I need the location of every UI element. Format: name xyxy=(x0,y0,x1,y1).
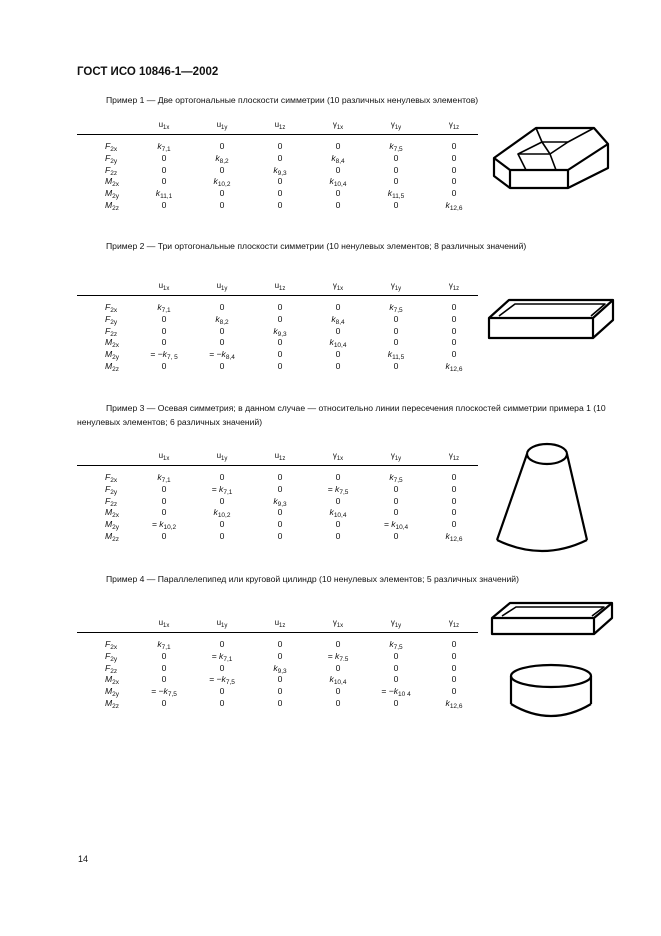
column-symbol: γ xyxy=(448,618,453,627)
column-header xyxy=(193,119,251,135)
table-row xyxy=(77,651,478,663)
column-header xyxy=(425,450,483,466)
table-cell: 0 xyxy=(335,349,341,360)
table-cell: $k_{7,1}$ xyxy=(157,472,171,484)
table-cell: 0 xyxy=(219,495,225,506)
table-row xyxy=(77,639,478,651)
table-cell: 0 xyxy=(335,325,341,336)
table-cell: 0 xyxy=(451,650,457,661)
table-cell: 0 xyxy=(277,176,283,187)
row-label: $M_{2z}$ xyxy=(105,199,120,212)
table-row xyxy=(77,141,478,153)
table-cell: 0 xyxy=(219,141,225,151)
column-header xyxy=(367,280,425,296)
table-cell: 0 xyxy=(161,483,167,494)
column-symbol: u xyxy=(274,451,280,460)
table-cell: $k_{7,5}$ xyxy=(389,639,403,651)
column-header xyxy=(367,450,425,466)
column-symbol: γ xyxy=(332,120,337,129)
table-cell: $k_{9,3}$ xyxy=(273,164,287,177)
table-cell: = $k_{10,2}$ xyxy=(151,519,177,532)
table-cell: $k_{10,4}$ xyxy=(329,337,347,350)
column-subscript: 1z xyxy=(452,456,460,462)
table-row xyxy=(77,472,478,484)
table-cell: 0 xyxy=(451,472,457,482)
table-cell: 0 xyxy=(219,686,225,697)
table-cell: 0 xyxy=(451,349,457,360)
column-header xyxy=(309,280,367,296)
table-cell: 0 xyxy=(219,697,225,708)
row-label: $F_{2x}$ xyxy=(105,472,118,484)
row-label: $F_{2x}$ xyxy=(105,639,118,651)
table-row xyxy=(77,361,478,373)
column-symbol: γ xyxy=(332,618,337,627)
table-row xyxy=(77,314,478,326)
table-cell: = $k_{7.5}$ xyxy=(327,650,349,663)
column-header xyxy=(251,280,309,296)
column-symbol: u xyxy=(274,281,280,290)
row-label: $F_{2y}$ xyxy=(105,313,118,326)
table-cell: = $k_{7,1}$ xyxy=(211,483,233,496)
table-cell: 0 xyxy=(335,686,341,697)
table-cell: 0 xyxy=(335,141,341,151)
column-subscript: 1z xyxy=(452,286,460,292)
table-cell: 0 xyxy=(393,164,399,175)
table-cell: 0 xyxy=(277,152,283,163)
table-cell: 0 xyxy=(393,325,399,336)
example-3-table xyxy=(77,445,478,543)
table-cell: 0 xyxy=(161,325,167,336)
table-row xyxy=(77,519,478,531)
column-symbol: γ xyxy=(390,618,395,627)
table-row xyxy=(77,674,478,686)
table-cell: 0 xyxy=(393,152,399,163)
table-cell: 0 xyxy=(277,674,283,685)
table-cell: $k_{11,1}$ xyxy=(155,188,173,201)
table-row xyxy=(77,531,478,543)
table-cell: 0 xyxy=(161,530,167,541)
column-header xyxy=(425,280,483,296)
row-label: $F_{2z}$ xyxy=(105,495,118,508)
table-cell: 0 xyxy=(161,674,167,685)
table-header-row xyxy=(77,114,478,135)
table-row xyxy=(77,484,478,496)
table-cell: 0 xyxy=(335,495,341,506)
table-cell: $k_{12,6}$ xyxy=(445,530,463,543)
example-4-caption: Пример 4 — Параллелепипед или круговой цилиндр (10 ненулевых элементов; 5 различных значений) xyxy=(106,574,519,584)
table-cell: 0 xyxy=(393,530,399,541)
row-label: $F_{2y}$ xyxy=(105,152,118,165)
example-1-caption: Пример 1 — Две ортогональные плоскости симметрии (10 различных ненулевых элементов) xyxy=(106,95,479,105)
column-subscript: 1y xyxy=(221,456,228,462)
example-1-table xyxy=(77,114,478,212)
table-cell: $k_{8,2}$ xyxy=(215,152,229,165)
table-cell: 0 xyxy=(277,188,283,199)
column-header xyxy=(135,280,193,296)
table-cell: 0 xyxy=(393,360,399,371)
table-cell: 0 xyxy=(219,360,225,371)
table-cell: 0 xyxy=(393,507,399,518)
column-subscript: 1y xyxy=(394,286,402,292)
table-cell: $k_{9,3}$ xyxy=(273,325,287,338)
column-subscript: 1y xyxy=(221,286,228,292)
table-cell: $k_{7,1}$ xyxy=(157,302,171,314)
column-subscript: 1x xyxy=(336,286,344,292)
table-cell: 0 xyxy=(161,199,167,210)
table-cell: 0 xyxy=(451,152,457,163)
column-symbol: u xyxy=(158,618,164,627)
table-cell: 0 xyxy=(161,164,167,175)
column-symbol: u xyxy=(216,451,222,460)
column-subscript: 1z xyxy=(279,623,286,629)
column-symbol: γ xyxy=(390,120,395,129)
table-cell: 0 xyxy=(393,337,399,348)
column-header xyxy=(193,450,251,466)
table-cell: 0 xyxy=(277,337,283,348)
table-cell: 0 xyxy=(277,650,283,661)
example-4-table xyxy=(77,612,478,710)
table-cell: = $k_{10,4}$ xyxy=(383,519,409,532)
table-row xyxy=(77,663,478,675)
column-header xyxy=(135,450,193,466)
row-label: $F_{2y}$ xyxy=(105,483,118,496)
column-subscript: 1y xyxy=(394,456,402,462)
table-cell: $k_{9,3}$ xyxy=(273,495,287,508)
column-symbol: u xyxy=(158,120,164,129)
column-symbol: γ xyxy=(390,281,395,290)
row-label: $M_{2y}$ xyxy=(105,349,120,362)
table-cell: 0 xyxy=(335,472,341,482)
table-cell: 0 xyxy=(277,483,283,494)
row-label: $M_{2z}$ xyxy=(105,360,120,373)
example-3-caption: Пример 3 — Осевая симметрия; в данном случае — относительно линии пересечения плоскостей симметрии примера 1 (10 ненулевых элементов; 6 различных значений) xyxy=(77,403,606,427)
row-label: $F_{2y}$ xyxy=(105,650,118,663)
column-header xyxy=(135,617,193,633)
column-subscript: 1x xyxy=(163,456,170,462)
column-symbol: u xyxy=(158,281,164,290)
table-cell: 0 xyxy=(451,141,457,151)
row-label: $M_{2y}$ xyxy=(105,188,120,201)
row-label: $M_{2x}$ xyxy=(105,337,120,350)
table-row xyxy=(77,326,478,338)
column-symbol: γ xyxy=(448,451,453,460)
table-cell: 0 xyxy=(451,188,457,199)
table-cell: 0 xyxy=(335,164,341,175)
table-row xyxy=(77,165,478,177)
row-label: $M_{2y}$ xyxy=(105,686,120,699)
table-cell: 0 xyxy=(161,650,167,661)
column-subscript: 1x xyxy=(336,623,344,629)
table-cell: 0 xyxy=(219,639,225,649)
table-row xyxy=(77,349,478,361)
column-header xyxy=(367,119,425,135)
table-cell: $k_{7,1}$ xyxy=(157,639,171,651)
table-row xyxy=(77,496,478,508)
table-cell: = $-k_{7, 5}$ xyxy=(150,349,178,362)
row-label: $F_{2z}$ xyxy=(105,325,118,338)
row-label: $M_{2x}$ xyxy=(105,507,120,520)
table-cell: 0 xyxy=(219,199,225,210)
table-cell: 0 xyxy=(161,337,167,348)
table-cell: 0 xyxy=(393,483,399,494)
table-cell: 0 xyxy=(219,164,225,175)
table-cell: 0 xyxy=(277,530,283,541)
table-cell: $k_{7,5}$ xyxy=(389,141,403,153)
table-cell: 0 xyxy=(219,325,225,336)
table-cell: = $-k_{10 4}$ xyxy=(381,686,411,699)
table-cell: 0 xyxy=(161,662,167,673)
table-cell: 0 xyxy=(393,650,399,661)
column-header xyxy=(367,617,425,633)
table-cell: 0 xyxy=(219,472,225,482)
table-cell: 0 xyxy=(451,313,457,324)
document-header: ГОСТ ИСО 10846-1—2002 xyxy=(77,66,219,78)
table-cell: = $-k_{7,5}$ xyxy=(209,674,235,687)
page-number: 14 xyxy=(78,854,89,864)
table-cell: $k_{12,6}$ xyxy=(445,199,463,212)
column-subscript: 1x xyxy=(163,286,170,292)
table-cell: $k_{12,6}$ xyxy=(445,697,463,710)
table-cell: 0 xyxy=(161,697,167,708)
table-cell: 0 xyxy=(451,337,457,348)
table-cell: 0 xyxy=(451,507,457,518)
table-cell: 0 xyxy=(219,302,225,312)
table-cell: 0 xyxy=(161,176,167,187)
table-cell: 0 xyxy=(451,302,457,312)
table-cell: $k_{11,5}$ xyxy=(387,349,405,362)
column-symbol: u xyxy=(216,281,222,290)
table-cell: $k_{10,2}$ xyxy=(213,507,231,520)
table-cell: 0 xyxy=(277,686,283,697)
table-row xyxy=(77,507,478,519)
table-cell: 0 xyxy=(277,360,283,371)
column-subscript: 1z xyxy=(452,125,460,131)
row-label: $F_{2z}$ xyxy=(105,164,118,177)
column-header xyxy=(251,617,309,633)
column-symbol: u xyxy=(216,120,222,129)
table-cell: 0 xyxy=(393,199,399,210)
table-cell: $k_{7,5}$ xyxy=(389,302,403,314)
table-row xyxy=(77,686,478,698)
table-cell: $k_{10,4}$ xyxy=(329,176,347,189)
table-cell: $k_{12,6}$ xyxy=(445,360,463,373)
column-symbol: u xyxy=(158,451,164,460)
table-header-row xyxy=(77,445,478,466)
column-subscript: 1z xyxy=(279,456,286,462)
table-row xyxy=(77,200,478,212)
column-subscript: 1y xyxy=(221,623,228,629)
table-cell: $k_{10,2}$ xyxy=(213,176,231,189)
column-header xyxy=(251,450,309,466)
column-header xyxy=(309,617,367,633)
row-label: $M_{2x}$ xyxy=(105,176,120,189)
table-cell: 0 xyxy=(451,686,457,697)
table-row xyxy=(77,153,478,165)
column-subscript: 1y xyxy=(394,623,402,629)
column-symbol: γ xyxy=(332,451,337,460)
table-cell: 0 xyxy=(277,639,283,649)
table-cell: 0 xyxy=(451,519,457,530)
flat-box-figure-2 xyxy=(490,600,616,638)
table-cell: 0 xyxy=(335,360,341,371)
column-header xyxy=(425,119,483,135)
table-cell: 0 xyxy=(451,164,457,175)
column-header xyxy=(135,119,193,135)
column-header xyxy=(193,280,251,296)
column-subscript: 1z xyxy=(452,623,460,629)
column-subscript: 1x xyxy=(336,125,344,131)
table-cell: 0 xyxy=(161,495,167,506)
table-cell: 0 xyxy=(161,313,167,324)
table-cell: $k_{8,2}$ xyxy=(215,313,229,326)
cylinder-figure xyxy=(505,662,597,722)
table-cell: $k_{7,1}$ xyxy=(157,141,171,153)
table-cell: 0 xyxy=(451,639,457,649)
column-symbol: u xyxy=(274,120,280,129)
column-subscript: 1y xyxy=(394,125,402,131)
table-cell: 0 xyxy=(161,152,167,163)
row-label: $F_{2x}$ xyxy=(105,302,118,314)
table-cell: = $-k_{8,4}$ xyxy=(209,349,235,362)
table-cell: 0 xyxy=(451,674,457,685)
table-cell: 0 xyxy=(335,662,341,673)
table-cell: 0 xyxy=(277,199,283,210)
table-cell: 0 xyxy=(277,697,283,708)
table-cell: $k_{10,4}$ xyxy=(329,674,347,687)
table-cell: 0 xyxy=(161,360,167,371)
column-subscript: 1z xyxy=(279,286,286,292)
table-cell: = $-k_{7,5}$ xyxy=(151,686,177,699)
column-header xyxy=(251,119,309,135)
table-cell: 0 xyxy=(393,662,399,673)
table-cell: 0 xyxy=(393,313,399,324)
column-subscript: 1y xyxy=(221,125,228,131)
table-cell: 0 xyxy=(277,519,283,530)
column-subscript: 1x xyxy=(336,456,344,462)
table-cell: 0 xyxy=(277,349,283,360)
table-cell: = $k_{7,1}$ xyxy=(211,650,233,663)
table-cell: 0 xyxy=(451,495,457,506)
table-row xyxy=(77,302,478,314)
table-cell: 0 xyxy=(451,325,457,336)
row-label: $F_{2x}$ xyxy=(105,141,118,153)
table-cell: $k_{8,4}$ xyxy=(331,152,345,165)
table-cell: 0 xyxy=(335,188,341,199)
column-subscript: 1z xyxy=(279,125,286,131)
table-cell: 0 xyxy=(277,302,283,312)
table-cell: 0 xyxy=(219,337,225,348)
example-2-table xyxy=(77,275,478,373)
truncated-cone-figure xyxy=(493,440,591,558)
table-cell: 0 xyxy=(277,141,283,151)
row-label: $M_{2z}$ xyxy=(105,530,120,543)
flat-box-figure xyxy=(487,296,615,344)
table-cell: 0 xyxy=(451,662,457,673)
table-header-row xyxy=(77,275,478,296)
table-cell: 0 xyxy=(393,674,399,685)
table-cell: 0 xyxy=(219,530,225,541)
table-cell: 0 xyxy=(335,199,341,210)
table-cell: 0 xyxy=(277,472,283,482)
column-symbol: γ xyxy=(390,451,395,460)
table-cell: 0 xyxy=(219,188,225,199)
column-header xyxy=(309,450,367,466)
table-cell: 0 xyxy=(393,697,399,708)
table-cell: 0 xyxy=(161,507,167,518)
table-cell: $k_{9,3}$ xyxy=(273,662,287,675)
column-symbol: u xyxy=(216,618,222,627)
table-cell: 0 xyxy=(335,697,341,708)
row-label: $M_{2z}$ xyxy=(105,697,120,710)
chamfered-box-figure xyxy=(490,118,610,193)
table-cell: 0 xyxy=(219,519,225,530)
table-cell: $k_{8,4}$ xyxy=(331,313,345,326)
column-subscript: 1x xyxy=(163,623,170,629)
column-header xyxy=(309,119,367,135)
table-cell: = $k_{7,5}$ xyxy=(327,483,349,496)
row-label: $F_{2z}$ xyxy=(105,662,118,675)
table-header-row xyxy=(77,612,478,633)
table-cell: 0 xyxy=(335,302,341,312)
column-header xyxy=(193,617,251,633)
column-symbol: u xyxy=(274,618,280,627)
table-cell: 0 xyxy=(219,662,225,673)
table-cell: 0 xyxy=(451,483,457,494)
table-cell: 0 xyxy=(393,495,399,506)
table-row xyxy=(77,698,478,710)
column-header xyxy=(425,617,483,633)
table-row xyxy=(77,188,478,200)
table-cell: 0 xyxy=(335,639,341,649)
table-cell: 0 xyxy=(335,530,341,541)
table-cell: 0 xyxy=(277,507,283,518)
column-symbol: γ xyxy=(448,120,453,129)
row-label: $M_{2x}$ xyxy=(105,674,120,687)
table-cell: $k_{7,5}$ xyxy=(389,472,403,484)
example-2-caption: Пример 2 — Три ортогональные плоскости симметрии (10 ненулевых элементов; 8 различных значений) xyxy=(106,241,527,251)
table-cell: $k_{11,5}$ xyxy=(387,188,405,201)
table-cell: $k_{10,4}$ xyxy=(329,507,347,520)
column-symbol: γ xyxy=(448,281,453,290)
column-symbol: γ xyxy=(332,281,337,290)
table-cell: 0 xyxy=(393,176,399,187)
table-cell: 0 xyxy=(451,176,457,187)
table-row xyxy=(77,176,478,188)
table-row xyxy=(77,337,478,349)
table-cell: 0 xyxy=(335,519,341,530)
column-subscript: 1x xyxy=(163,125,170,131)
row-label: $M_{2y}$ xyxy=(105,519,120,532)
table-cell: 0 xyxy=(277,313,283,324)
